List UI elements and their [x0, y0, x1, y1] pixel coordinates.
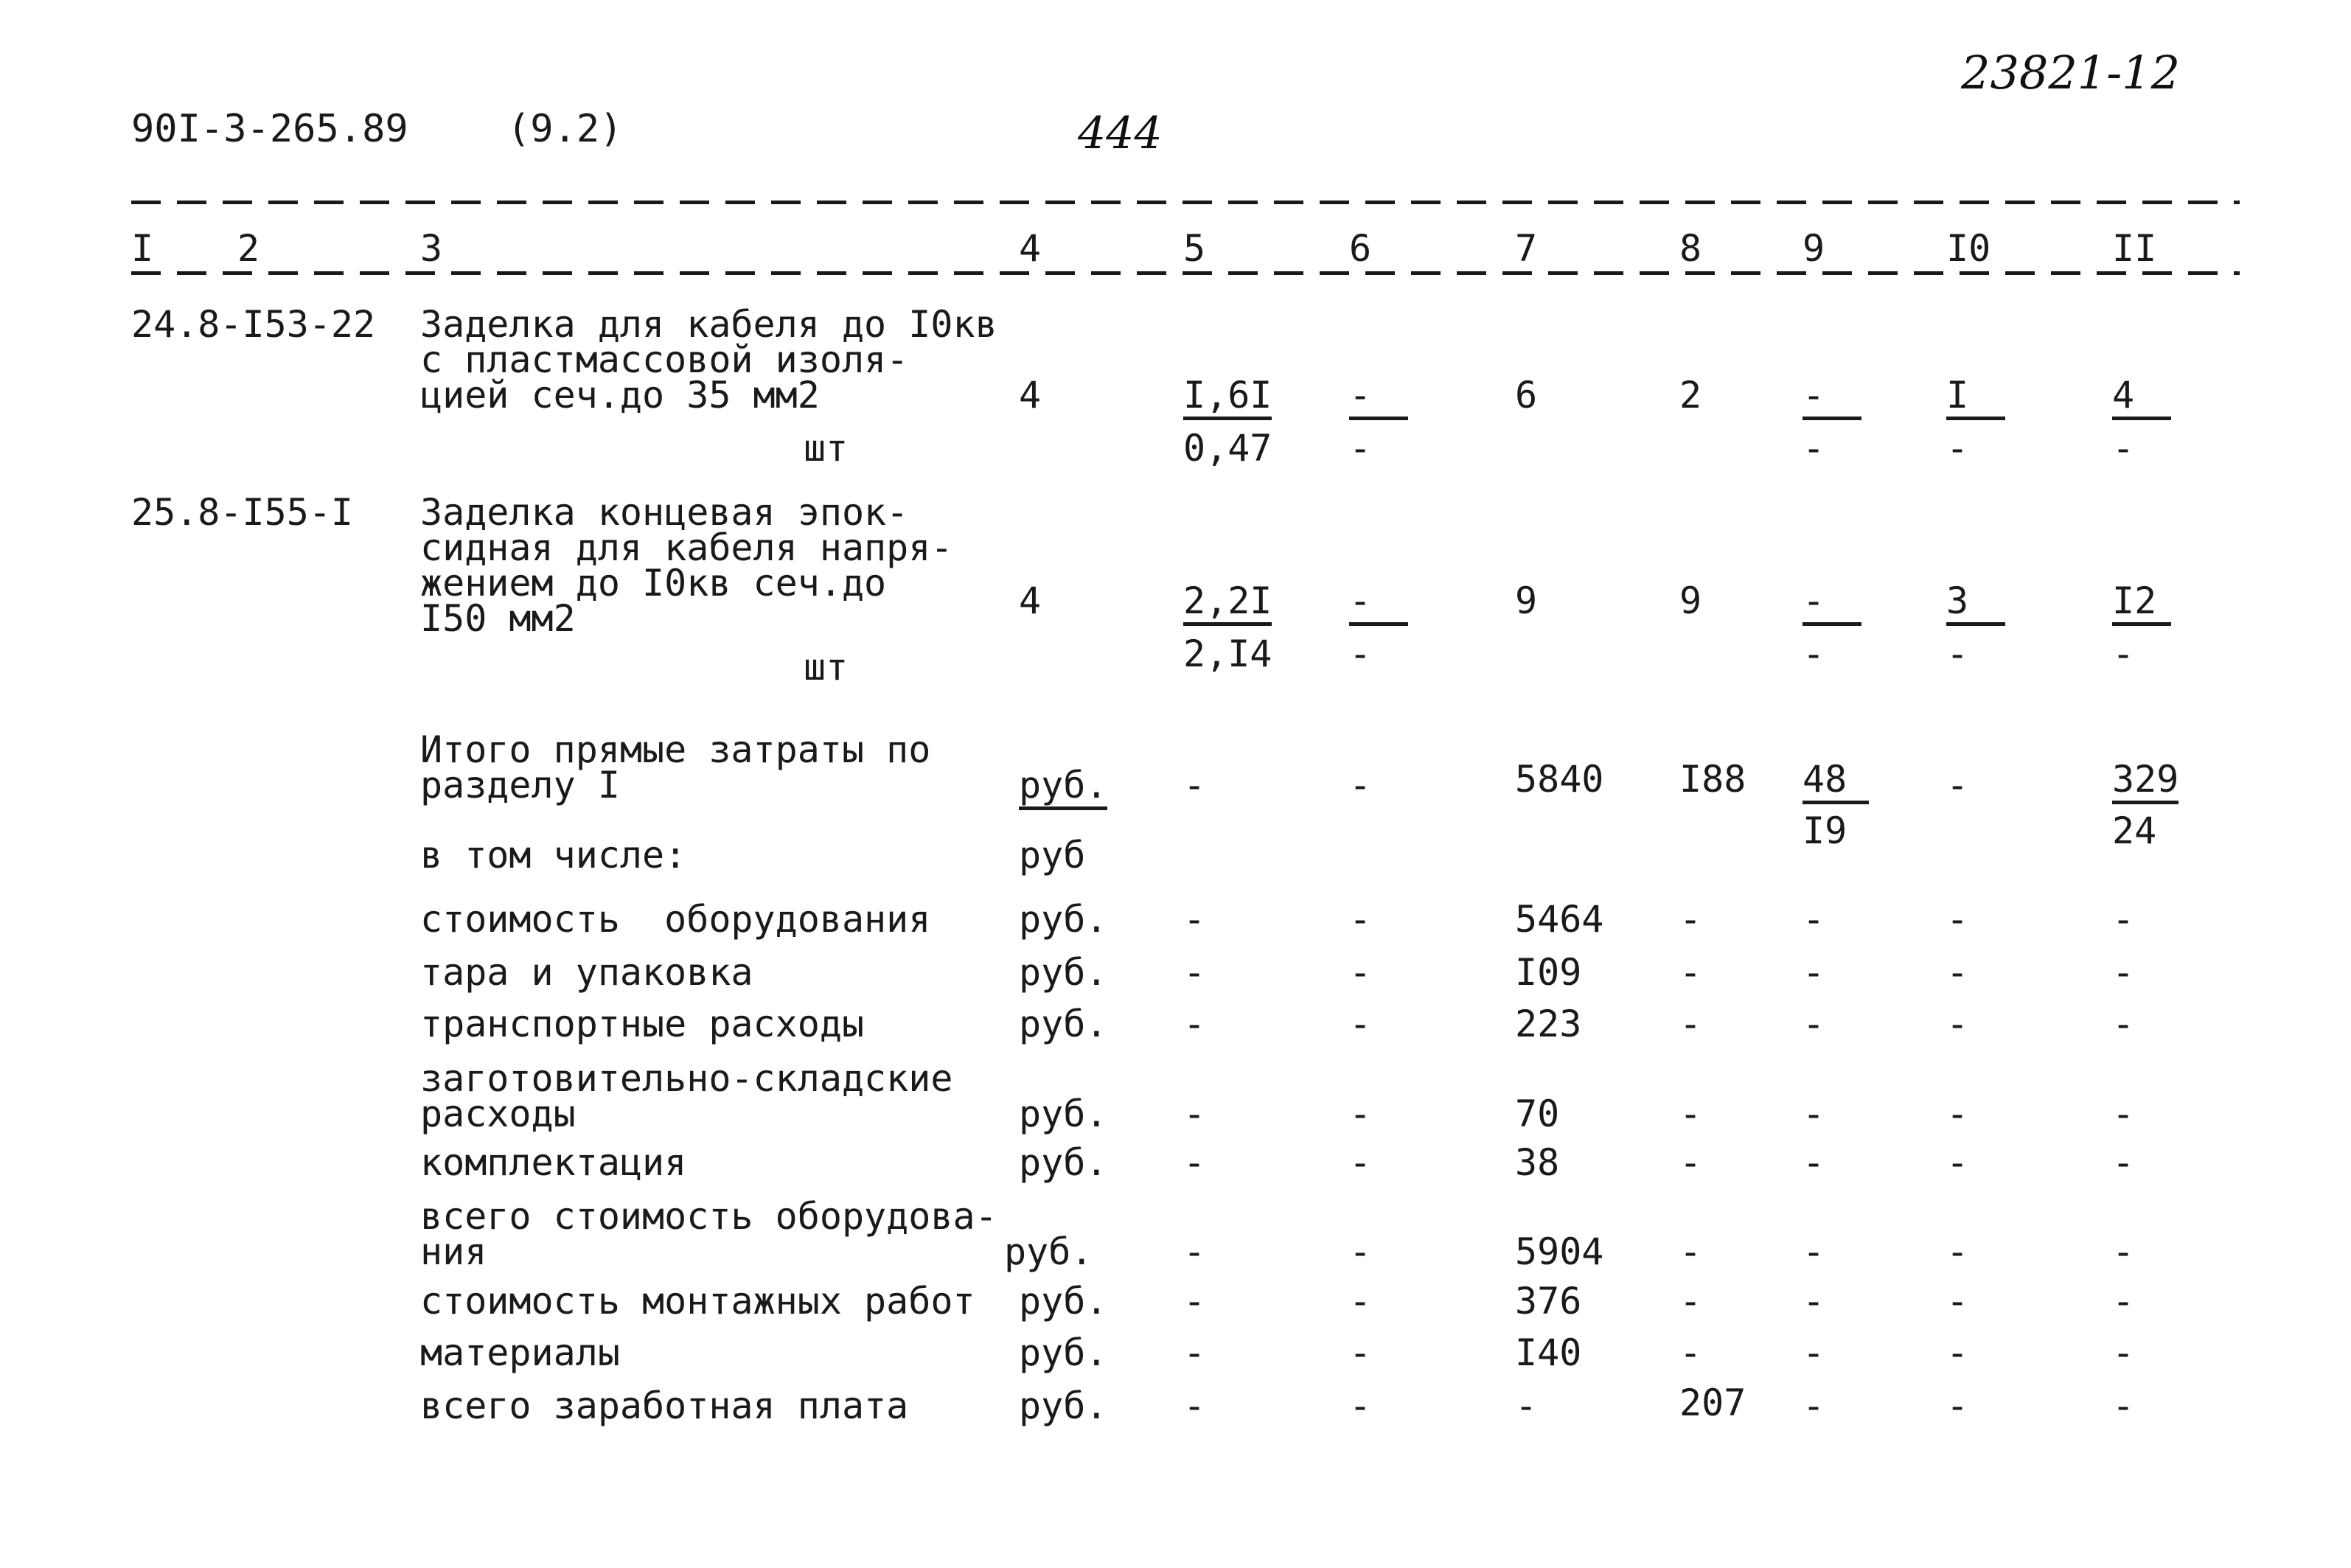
breakdown-c7: 5904: [1515, 1230, 1604, 1273]
item-description-line: сидная для кабеля напря-: [420, 526, 953, 569]
breakdown-c9: -: [1803, 951, 1825, 994]
breakdown-c11: -: [2112, 1230, 2135, 1273]
item-c6-top: -: [1349, 582, 1408, 626]
item-c11-bottom: -: [2112, 427, 2135, 470]
totals-unit: руб.: [1019, 767, 1107, 810]
breakdown-c10: -: [1946, 1141, 1969, 1184]
column-header-1: I: [131, 227, 154, 270]
column-header-11: II: [2112, 227, 2157, 270]
breakdown-c8: -: [1679, 1280, 1702, 1323]
breakdown-c6: -: [1349, 951, 1372, 994]
item-unit: шт: [804, 427, 849, 470]
breakdown-unit: руб.: [1019, 1141, 1108, 1184]
section-number: (9.2): [507, 107, 623, 151]
item-c9-top: -: [1803, 377, 1861, 420]
breakdown-c5: -: [1183, 898, 1206, 941]
column-header-6: 6: [1349, 227, 1372, 270]
breakdown-c8: -: [1679, 1003, 1702, 1045]
item-quantity: 4: [1019, 374, 1042, 417]
breakdown-label-line: всего стоимость оборудова-: [420, 1195, 997, 1238]
item-c10-bottom: -: [1946, 633, 1969, 675]
breakdown-label-line: материалы: [420, 1331, 620, 1374]
column-header-3: 3: [420, 227, 443, 270]
breakdown-c7: 5464: [1515, 898, 1604, 941]
breakdown-c6: -: [1349, 1230, 1372, 1273]
breakdown-c9: -: [1803, 1384, 1825, 1427]
item-code: 24.8-I53-22: [131, 303, 376, 346]
breakdown-c11: -: [2112, 1384, 2135, 1427]
breakdown-unit: руб.: [1019, 1384, 1108, 1427]
item-c11-bottom: -: [2112, 633, 2135, 675]
totals-c8: I88: [1679, 758, 1746, 801]
breakdown-c6: -: [1349, 1331, 1372, 1374]
totals-c6: -: [1349, 764, 1372, 806]
item-c5-bottom: 2,I4: [1183, 633, 1272, 675]
breakdown-c5: -: [1183, 1230, 1206, 1273]
breakdown-c6: -: [1349, 1384, 1372, 1427]
breakdown-c8: -: [1679, 898, 1702, 941]
breakdown-label-line: тара и упаковка: [420, 951, 753, 994]
item-c8: 9: [1679, 579, 1702, 622]
item-c10-top: 3: [1946, 582, 2005, 626]
item-c7: 9: [1515, 579, 1538, 622]
breakdown-label-line: транспортные расходы: [420, 1003, 865, 1045]
item-c11-top: 4: [2112, 377, 2171, 420]
breakdown-c8: 207: [1679, 1381, 1746, 1424]
breakdown-label-line: комплектация: [420, 1141, 687, 1184]
item-c8: 2: [1679, 374, 1702, 417]
item-c6-bottom: -: [1349, 427, 1372, 470]
breakdown-c5: -: [1183, 1384, 1206, 1427]
breakdown-c8: -: [1679, 951, 1702, 994]
totals-c10: -: [1946, 764, 1969, 806]
breakdown-label-line: стоимость монтажных работ: [420, 1280, 975, 1323]
breakdown-c11: -: [2112, 951, 2135, 994]
column-header-4: 4: [1019, 227, 1042, 270]
breakdown-c10: -: [1946, 1230, 1969, 1273]
breakdown-c5: -: [1183, 1280, 1206, 1323]
breakdown-c7: 70: [1515, 1093, 1560, 1135]
column-header-5: 5: [1183, 227, 1206, 270]
item-code: 25.8-I55-I: [131, 491, 354, 534]
including-label: в том числе:: [420, 834, 687, 877]
item-description-line: с пластмассовой изоля-: [420, 338, 909, 381]
totals-c7: 5840: [1515, 758, 1604, 801]
breakdown-c10: -: [1946, 1003, 1969, 1045]
item-description-line: I50 мм2: [420, 597, 576, 640]
breakdown-c11: -: [2112, 1093, 2135, 1135]
totals-label-line: Итого прямые затраты по: [420, 728, 931, 771]
totals-c11-top: 329: [2112, 761, 2178, 804]
breakdown-c7: 38: [1515, 1141, 1560, 1184]
column-header-9: 9: [1803, 227, 1825, 270]
totals-label-line: разделу I: [420, 764, 620, 806]
item-c9-top: -: [1803, 582, 1861, 626]
item-description-line: жением до I0кв сеч.до: [420, 562, 887, 604]
breakdown-c8: -: [1679, 1230, 1702, 1273]
column-header-10: I0: [1946, 227, 1991, 270]
archive-number: 23821-12: [1961, 46, 2181, 100]
breakdown-c6: -: [1349, 898, 1372, 941]
item-c5-top: 2,2I: [1183, 582, 1272, 626]
breakdown-unit: руб.: [1019, 951, 1108, 994]
breakdown-c7: 223: [1515, 1003, 1582, 1045]
breakdown-c10: -: [1946, 898, 1969, 941]
top-dashed-rule: [131, 201, 2240, 204]
breakdown-c8: -: [1679, 1331, 1702, 1374]
item-c11-top: I2: [2112, 582, 2171, 626]
column-header-7: 7: [1515, 227, 1538, 270]
breakdown-c5: -: [1183, 1003, 1206, 1045]
column-header-dashed-rule: [131, 271, 2240, 275]
item-quantity: 4: [1019, 579, 1042, 622]
item-c6-bottom: -: [1349, 633, 1372, 675]
totals-c5: -: [1183, 764, 1206, 806]
item-description-line: Заделка для кабеля до I0кв: [420, 303, 997, 346]
breakdown-c11: -: [2112, 1141, 2135, 1184]
breakdown-c5: -: [1183, 1141, 1206, 1184]
totals-c9-bottom: I9: [1803, 809, 1847, 852]
item-description-line: цией сеч.до 35 мм2: [420, 374, 820, 417]
breakdown-c5: -: [1183, 1093, 1206, 1135]
column-header-2: 2: [237, 227, 260, 270]
breakdown-unit: руб.: [1019, 898, 1108, 941]
breakdown-label-line: стоимость оборудования: [420, 898, 931, 941]
breakdown-unit: руб.: [1004, 1230, 1093, 1273]
breakdown-c5: -: [1183, 1331, 1206, 1374]
breakdown-c6: -: [1349, 1280, 1372, 1323]
breakdown-c9: -: [1803, 1230, 1825, 1273]
breakdown-unit: руб.: [1019, 1003, 1108, 1045]
item-c9-bottom: -: [1803, 427, 1825, 470]
item-c6-top: -: [1349, 377, 1408, 420]
item-description-line: Заделка концевая эпок-: [420, 491, 909, 534]
breakdown-c9: -: [1803, 1003, 1825, 1045]
breakdown-c10: -: [1946, 1280, 1969, 1323]
breakdown-c6: -: [1349, 1003, 1372, 1045]
breakdown-label-line: расходы: [420, 1093, 576, 1135]
breakdown-c10: -: [1946, 1331, 1969, 1374]
breakdown-c11: -: [2112, 1280, 2135, 1323]
item-c5-bottom: 0,47: [1183, 427, 1272, 470]
breakdown-c10: -: [1946, 951, 1969, 994]
item-c10-bottom: -: [1946, 427, 1969, 470]
breakdown-c8: -: [1679, 1141, 1702, 1184]
page-number: 444: [1078, 108, 1163, 159]
item-unit: шт: [804, 646, 849, 689]
breakdown-label-line: всего заработная плата: [420, 1384, 909, 1427]
breakdown-c9: -: [1803, 898, 1825, 941]
breakdown-c9: -: [1803, 1331, 1825, 1374]
breakdown-unit: руб.: [1019, 1093, 1108, 1135]
including-unit: руб: [1019, 834, 1086, 877]
breakdown-c6: -: [1349, 1093, 1372, 1135]
breakdown-c8: -: [1679, 1093, 1702, 1135]
item-c9-bottom: -: [1803, 633, 1825, 675]
breakdown-c11: -: [2112, 1331, 2135, 1374]
breakdown-c7: I09: [1515, 951, 1582, 994]
breakdown-unit: руб.: [1019, 1331, 1108, 1374]
column-header-8: 8: [1679, 227, 1702, 270]
breakdown-c10: -: [1946, 1093, 1969, 1135]
breakdown-c5: -: [1183, 951, 1206, 994]
breakdown-label-line: ния: [420, 1230, 487, 1273]
totals-c11-bottom: 24: [2112, 809, 2157, 852]
breakdown-c9: -: [1803, 1093, 1825, 1135]
breakdown-c9: -: [1803, 1280, 1825, 1323]
breakdown-c10: -: [1946, 1384, 1969, 1427]
breakdown-c11: -: [2112, 898, 2135, 941]
breakdown-c7: -: [1515, 1384, 1538, 1427]
item-c5-top: I,6I: [1183, 377, 1272, 420]
item-c10-top: I: [1946, 377, 2005, 420]
breakdown-c7: 376: [1515, 1280, 1582, 1323]
breakdown-label-line: заготовительно-складские: [420, 1057, 953, 1100]
breakdown-c7: I40: [1515, 1331, 1582, 1374]
breakdown-c9: -: [1803, 1141, 1825, 1184]
breakdown-c6: -: [1349, 1141, 1372, 1184]
breakdown-c11: -: [2112, 1003, 2135, 1045]
document-code: 90I-3-265.89: [131, 107, 408, 151]
item-c7: 6: [1515, 374, 1538, 417]
breakdown-unit: руб.: [1019, 1280, 1108, 1323]
totals-c9-top: 48: [1803, 761, 1869, 804]
